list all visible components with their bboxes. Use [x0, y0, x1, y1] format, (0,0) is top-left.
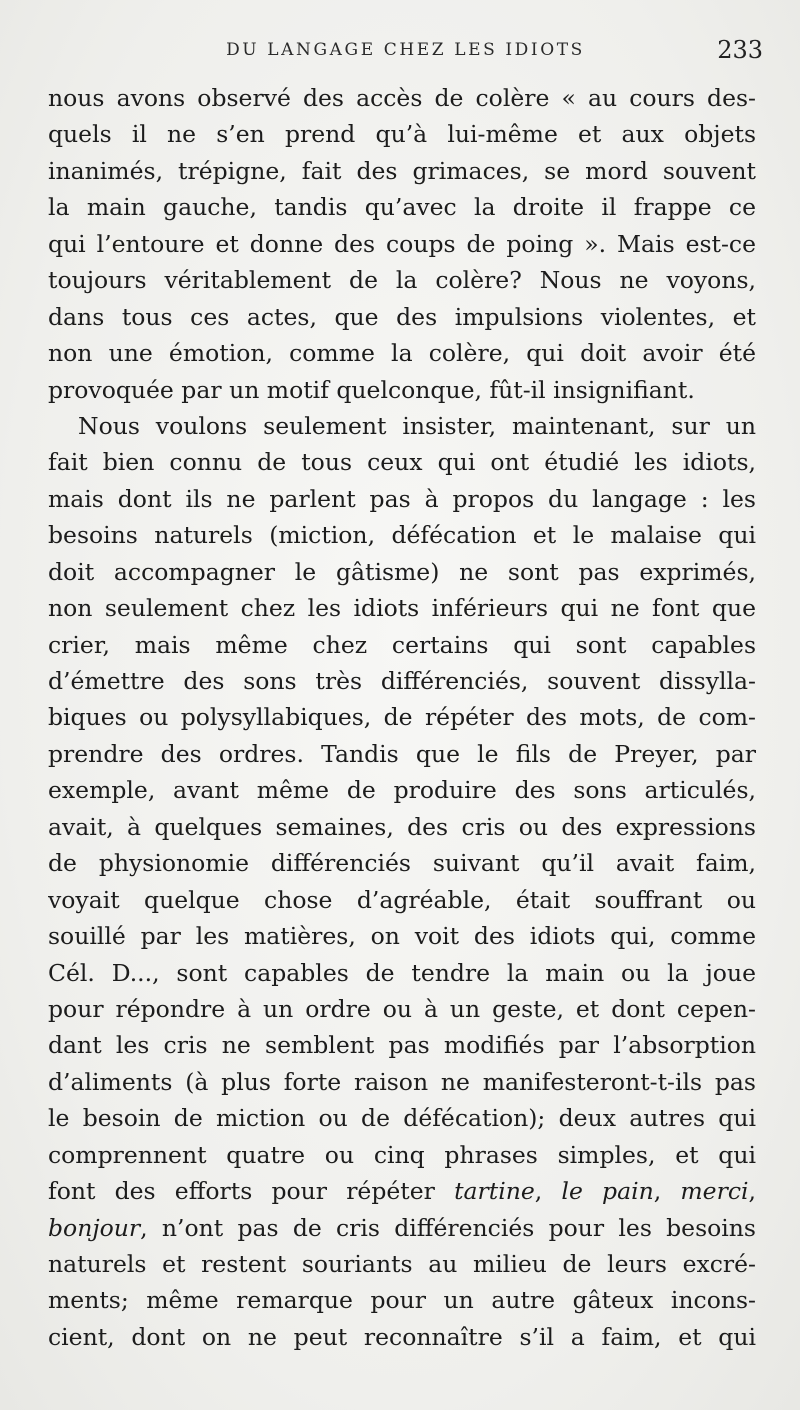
text-line: dant les cris ne semblent pas modifiés par l’absorption: [48, 1031, 756, 1060]
text-segment: ,: [748, 1177, 756, 1206]
text-line: souillé par les matières, on voit des idiots qui, comme: [48, 922, 756, 951]
text-line: Nous voulons seulement insister, maintenant, sur un: [78, 411, 756, 440]
text-line: biques ou polysyllabiques, de répéter des mots, de com-: [48, 703, 756, 732]
text-line: avait, à quelques semaines, des cris ou des expressions: [48, 812, 756, 841]
text-segment: font des efforts pour répéter: [48, 1177, 455, 1206]
text-line: prendre des ordres. Tandis que le fils de Preyer, par: [48, 739, 756, 768]
text-line: crier, mais même chez certains qui sont capables: [48, 630, 756, 659]
text-segment: ,: [653, 1177, 681, 1206]
text-line: non une émotion, comme la colère, qui doit avoir été: [48, 339, 756, 368]
text-line: d’émettre des sons très différenciés, souvent dissylla-: [48, 667, 756, 695]
italic-word: le pain: [561, 1177, 654, 1206]
text-line: qui l’entoure et donne des coups de poing ». Mais est-ce: [48, 229, 756, 258]
text-line: non seulement chez les idiots inférieurs qui ne font que: [48, 594, 756, 623]
text-line: provoquée par un motif quelconque, fût-il insignifiant.: [48, 375, 695, 404]
text-line: d’aliments (à plus forte raison ne manifesteront-t-ils pas: [48, 1067, 756, 1096]
text-line: [48, 1173, 756, 1209]
text-line: exemple, avant même de produire des sons articulés,: [48, 776, 756, 805]
text-line: nous avons observé des accès de colère « au cours des-: [48, 84, 756, 112]
text-line: besoins naturels (miction, défécation et le malaise qui: [48, 521, 756, 550]
text-line: cient, dont on ne peut reconnaître s’il a faim, et qui: [48, 1322, 756, 1351]
body-text: [48, 80, 756, 1355]
page-number: 233: [717, 36, 763, 64]
text-line: voyait quelque chose d’agréable, était souffrant ou: [48, 885, 756, 914]
text-line: inanimés, trépigne, fait des grimaces, se mord souvent: [48, 156, 756, 185]
text-line: mais dont ils ne parlent pas à propos du langage : les: [48, 484, 756, 513]
text-line: comprennent quatre ou cinq phrases simples, et qui: [48, 1140, 756, 1169]
running-head: [48, 36, 763, 70]
text-line: toujours véritablement de la colère? Nous ne voyons,: [48, 266, 756, 295]
text-segment: ,: [534, 1177, 562, 1206]
running-title: DU LANGAGE CHEZ LES IDIOTS: [226, 40, 585, 60]
text-line: pour répondre à un ordre ou à un geste, et dont cepen-: [48, 994, 756, 1023]
italic-word: bonjour: [48, 1213, 141, 1242]
text-line: quels il ne s’en prend qu’à lui-même et aux objets: [48, 120, 756, 149]
text-line: dans tous ces actes, que des impulsions violentes, et: [48, 302, 756, 331]
text-line: naturels et restent souriants au milieu de leurs excré-: [48, 1250, 756, 1278]
text-line: [48, 1210, 756, 1246]
text-line: de physionomie différenciés suivant qu’il avait faim,: [48, 849, 756, 878]
text-line: fait bien connu de tous ceux qui ont étudié les idiots,: [48, 448, 756, 477]
italic-word: tartine: [454, 1177, 535, 1206]
text-line: doit accompagner le gâtisme) ne sont pas exprimés,: [48, 557, 756, 586]
text-line: le besoin de miction ou de défécation); deux autres qui: [48, 1104, 756, 1133]
text-segment: , n’ont pas de cris différenciés pour les besoins: [140, 1213, 756, 1242]
text-line: Cél. D..., sont capables de tendre la main ou la joue: [48, 958, 756, 987]
text-line: ments; même remarque pour un autre gâteux incons-: [48, 1286, 756, 1315]
text-line: la main gauche, tandis qu’avec la droite il frappe ce: [48, 193, 756, 222]
italic-word: merci: [680, 1177, 749, 1206]
